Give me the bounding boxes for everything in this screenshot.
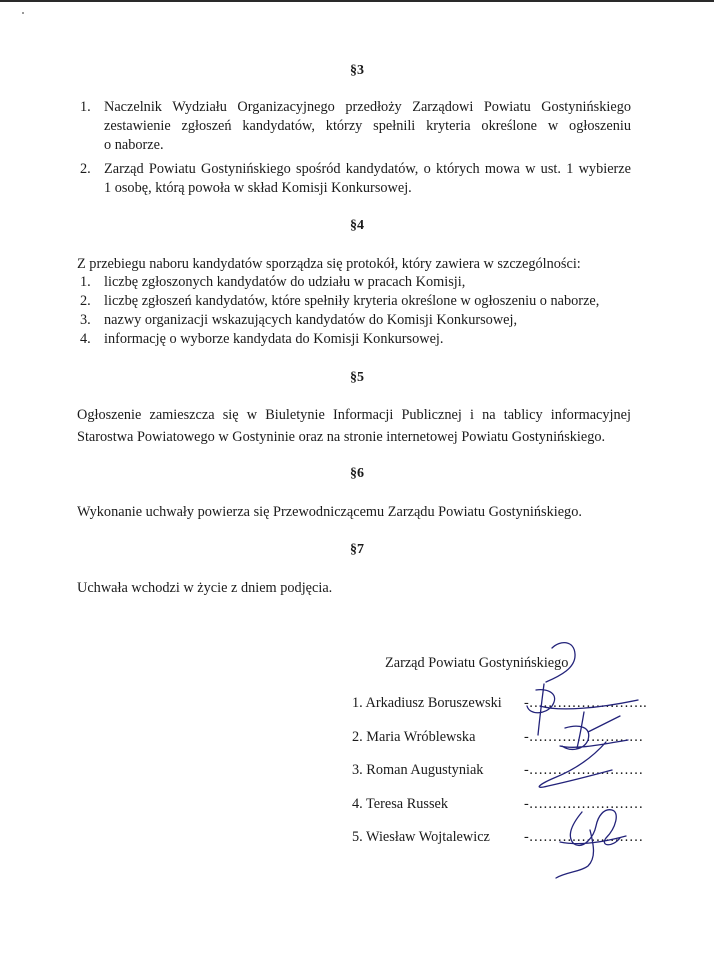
section-4-heading: §4: [350, 218, 364, 233]
s3-item-1-line-3: o naborze.: [104, 137, 164, 153]
board-member-3: 3. Roman Augustyniak: [352, 762, 484, 778]
board-member-1: 1. Arkadiusz Boruszewski: [352, 695, 502, 711]
scan-speck: [22, 12, 24, 14]
s4-intro: Z przebiegu naboru kandydatów sporządza się protokół, który zawiera w szczególności:: [77, 256, 581, 272]
s5-line-2: Starostwa Powiatowego w Gostyninie oraz na stronie internetowej Powiatu Gostynińskiego.: [77, 429, 606, 445]
s3-item-2-line-2: 1 osobę, którą powoła w skład Komisji Konkursowej.: [104, 180, 412, 196]
board-member-5-signature-line: -……………………: [524, 829, 644, 845]
board-member-5: 5. Wiesław Wojtalewicz: [352, 829, 490, 845]
section-6-heading: §6: [350, 466, 364, 481]
s3-item-2-number: 2.: [80, 161, 91, 177]
s5-line-1: Ogłoszenie zamieszcza się w Biuletynie Informacji Publicznej i na tablicy informacyjnej: [77, 407, 631, 423]
s3-item-1-line-2: zestawienie zgłoszeń kandydatów, którzy spełnili kryteria określone w ogłoszeniu: [104, 118, 631, 134]
s3-item-2-line-1: Zarząd Powiatu Gostynińskiego spośród kandydatów, o których mowa w ust. 1 wybierze: [104, 161, 631, 177]
s4-item-2-text: liczbę zgłoszeń kandydatów, które spełniły kryteria określone w ogłoszeniu o naborze,: [104, 293, 600, 309]
board-member-3-signature-line: -……………………: [524, 762, 644, 778]
board-member-1-signature-line: -…………………….: [524, 695, 647, 711]
s4-item-4-number: 4.: [80, 331, 91, 347]
board-member-2-signature-line: -……………………: [524, 729, 644, 745]
s3-item-1-line-1: Naczelnik Wydziału Organizacyjnego przedłoży Zarządowi Powiatu Gostynińskiego: [104, 99, 631, 115]
s4-item-3-number: 3.: [80, 312, 91, 328]
scan-top-border: [0, 0, 714, 2]
board-member-2: 2. Maria Wróblewska: [352, 729, 476, 745]
s6-text: Wykonanie uchwały powierza się Przewodniczącemu Zarządu Powiatu Gostynińskiego.: [77, 504, 582, 520]
s4-item-1-number: 1.: [80, 274, 91, 290]
s3-item-1-number: 1.: [80, 99, 91, 115]
section-3-heading: §3: [350, 63, 364, 78]
s4-item-3-text: nazwy organizacji wskazujących kandydatów do Komisji Konkursowej,: [104, 312, 518, 328]
section-5-heading: §5: [350, 370, 364, 385]
board-member-4-signature-line: -……………………: [524, 796, 644, 812]
s4-item-1-text: liczbę zgłoszonych kandydatów do udziału w pracach Komisji,: [104, 274, 466, 290]
section-7-heading: §7: [350, 542, 364, 557]
s7-text: Uchwała wchodzi w życie z dniem podjęcia.: [77, 580, 333, 596]
board-title: Zarząd Powiatu Gostynińskiego: [385, 655, 569, 671]
board-member-4: 4. Teresa Russek: [352, 796, 449, 812]
s4-item-2-number: 2.: [80, 293, 91, 309]
s4-item-4-text: informację o wyborze kandydata do Komisji Konkursowej.: [104, 331, 444, 347]
